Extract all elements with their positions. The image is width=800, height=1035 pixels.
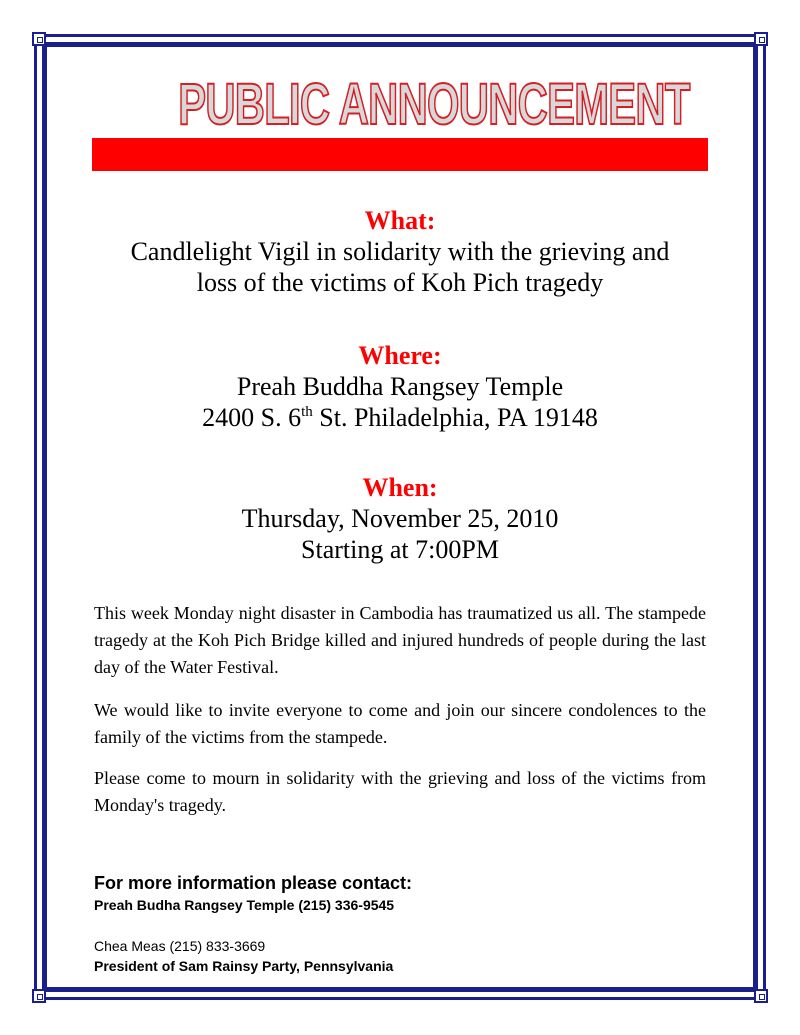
contact-block	[94, 871, 412, 915]
contact-person-title: President of Sam Rainsy Party, Pennsylvania	[94, 958, 394, 974]
corner-ornament-bottom-left	[32, 989, 46, 1003]
contact-temple: Preah Budha Rangsey Temple (215) 336-9545	[94, 897, 395, 913]
paragraph-invite	[94, 697, 706, 751]
what-line-2: loss of the victims of Koh Pich tragedy	[196, 268, 604, 297]
headline-red-bar	[92, 138, 708, 171]
address-ordinal: th	[301, 404, 313, 420]
corner-ornament-bottom-right	[754, 989, 768, 1003]
contact-person-block	[94, 936, 393, 976]
when-date: Thursday, November 25, 2010	[241, 504, 559, 533]
what-label: What:	[364, 206, 436, 235]
when-label: When:	[362, 473, 438, 502]
paragraph-text: We would like to invite everyone to come and join our sincere condolences to the family of the victims from the stampede.	[94, 700, 706, 747]
contact-person: Chea Meas (215) 833-3669	[94, 938, 266, 954]
paragraph-text: This week Monday night disaster in Cambodia has traumatized us all. The stampede tragedy at the Koh Pich Bridge killed and injured hundreds of people during the last day of the Water Festival.	[94, 603, 706, 677]
what-line-1: Candlelight Vigil in solidarity with the grieving and	[130, 237, 670, 266]
where-temple: Preah Buddha Rangsey Temple	[236, 372, 564, 401]
contact-heading: For more information please contact:	[94, 873, 413, 893]
paragraph-mourn	[94, 765, 706, 819]
what-section	[92, 206, 708, 298]
when-time: Starting at 7:00PM	[301, 535, 499, 564]
headline-title: PUBLIC ANNOUNCEMENT	[178, 72, 690, 137]
where-address	[92, 402, 708, 433]
where-section	[92, 341, 708, 433]
when-section	[92, 473, 708, 565]
paragraph-disaster	[94, 600, 706, 681]
where-label: Where:	[358, 341, 442, 370]
paragraph-text: Please come to mourn in solidarity with the grieving and loss of the victims from Monday's tragedy.	[94, 768, 706, 815]
address-rest: St. Philadelphia, PA 19148	[312, 403, 598, 432]
corner-ornament-top-left	[32, 32, 46, 46]
corner-ornament-top-right	[754, 32, 768, 46]
address-number: 2400 S. 6	[202, 403, 302, 432]
